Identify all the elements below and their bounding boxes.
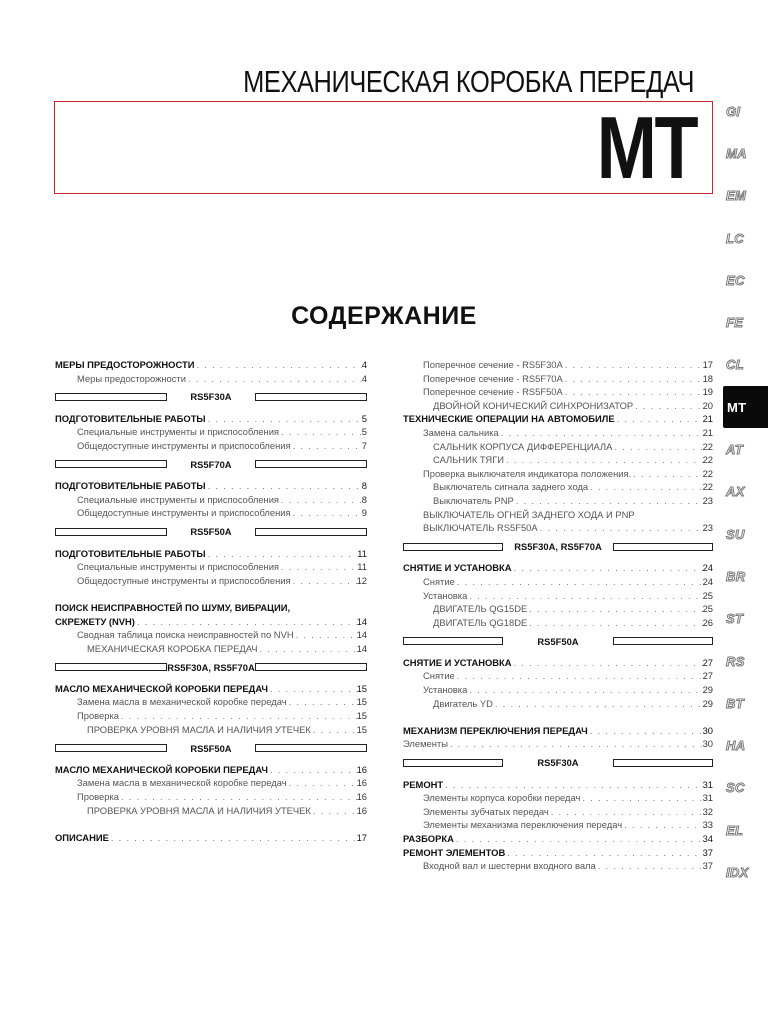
toc-leader-dots (268, 682, 357, 696)
toc-page-number: 33 (702, 819, 713, 831)
toc-page-number: 4 (361, 359, 367, 370)
section-rule-box (255, 393, 367, 401)
toc-right-column (403, 358, 713, 873)
section-rule-box (613, 543, 713, 551)
toc-entry[interactable] (55, 695, 367, 709)
toc-page-number: 15 (356, 710, 367, 722)
toc-entry[interactable] (403, 805, 713, 819)
toc-spacer (55, 817, 367, 831)
toc-entry-label: Элементы механизма переключения передач (423, 819, 623, 831)
toc-page-number: 11 (357, 561, 367, 573)
toc-page-number: 17 (356, 831, 367, 843)
toc-entry-label: РАЗБОРКА (403, 833, 454, 844)
model-section-header (55, 525, 367, 539)
toc-entry[interactable] (403, 399, 713, 413)
toc-entry[interactable] (403, 358, 713, 372)
toc-leader-dots (563, 372, 703, 386)
section-rule-box (55, 393, 167, 401)
toc-entry[interactable] (55, 372, 367, 386)
toc-entry-label: САЛЬНИК ТЯГИ (433, 454, 505, 466)
toc-entry-label: ДВИГАТЕЛЬ QG15DE (433, 603, 528, 615)
toc-page-number: 15 (356, 696, 367, 708)
toc-entry[interactable] (55, 506, 367, 520)
toc-page-number: 14 (356, 629, 367, 641)
toc-page-number: 20 (702, 399, 713, 411)
section-tab-cl[interactable]: CL (726, 357, 744, 373)
toc-entry[interactable] (55, 682, 367, 696)
toc-entry-label: Выключатель PNP (433, 494, 514, 506)
toc-entry[interactable] (55, 723, 367, 737)
toc-page-number: 16 (356, 777, 367, 789)
toc-leader-dots (454, 832, 703, 846)
toc-leader-dots (279, 560, 357, 574)
toc-leader-dots (206, 547, 358, 561)
toc-leader-dots (268, 763, 357, 777)
toc-leader-dots (588, 724, 703, 738)
model-section-header (403, 756, 713, 770)
toc-page-number: 27 (702, 656, 713, 668)
toc-entry[interactable] (403, 480, 713, 494)
toc-entry[interactable] (403, 832, 713, 846)
toc-entry[interactable] (403, 426, 713, 440)
toc-page-number: 11 (357, 547, 367, 559)
model-section-label: RS5F30A, RS5F70A (514, 541, 602, 553)
toc-entry[interactable] (55, 804, 367, 818)
section-tab-ma[interactable]: MA (726, 145, 747, 161)
section-tab-el[interactable]: EL (726, 822, 744, 838)
toc-page-number: 22 (702, 467, 713, 479)
toc-leader-dots (291, 439, 362, 453)
toc-entry-label: ПОДГОТОВИТЕЛЬНЫЕ РАБОТЫ (55, 412, 206, 424)
toc-entry-label: Меры предосторожности (77, 372, 186, 384)
toc-page-number: 31 (702, 778, 713, 790)
model-section-label: RS5F50A (537, 635, 579, 647)
toc-page-number: 37 (702, 846, 713, 858)
section-tab-at[interactable]: AT (726, 442, 743, 458)
toc-leader-dots (563, 385, 703, 399)
toc-leader-dots (504, 453, 703, 467)
toc-entry[interactable] (403, 616, 713, 630)
toc-page-number: 24 (702, 562, 713, 574)
document-title: МЕХАНИЧЕСКАЯ КОРОБКА ПЕРЕДАЧ (243, 64, 694, 99)
toc-leader-dots (512, 561, 703, 575)
toc-entry-label: Установка (423, 589, 468, 601)
toc-entry[interactable] (55, 560, 367, 574)
section-tab-st[interactable]: ST (726, 611, 744, 627)
section-rule-box (255, 663, 367, 671)
toc-page-number: 15 (356, 723, 367, 735)
toc-entry[interactable] (55, 790, 367, 804)
model-section-label: RS5F70A (190, 458, 232, 470)
toc-leader-dots (467, 683, 702, 697)
toc-entry-label: Специальные инструменты и приспособления (77, 426, 280, 438)
toc-page-number: 21 (702, 413, 713, 425)
toc-entry-label: ДВОЙНОЙ КОНИЧЕСКИЙ СИНХРОНИЗАТОР (433, 399, 634, 411)
toc-entry-label: Элементы (403, 738, 448, 750)
toc-entry-label: МЕХАНИЧЕСКАЯ КОРОБКА ПЕРЕДАЧ (87, 642, 258, 654)
toc-entry-label: ТЕХНИЧЕСКИЕ ОПЕРАЦИИ НА АВТОМОБИЛЕ (403, 413, 615, 425)
toc-entry-label: Специальные инструменты и приспособления (77, 561, 280, 573)
section-tab-gi[interactable]: GI (726, 103, 741, 119)
toc-leader-dots (258, 642, 357, 656)
toc-page-number: 37 (702, 860, 713, 872)
toc-leader-dots (291, 574, 357, 588)
toc-leader-dots (109, 831, 357, 845)
toc-entry[interactable] (403, 589, 713, 603)
toc-leader-dots (563, 358, 703, 372)
toc-entry-label: Замена масла в механической коробке передач (77, 777, 287, 789)
toc-entry[interactable] (403, 846, 713, 860)
toc-entry[interactable] (403, 697, 713, 711)
toc-page-number: 23 (702, 522, 713, 534)
toc-entry[interactable] (403, 372, 713, 386)
toc-entry-label: ПРОВЕРКА УРОВНЯ МАСЛА И НАЛИЧИЯ УТЕЧЕК (87, 723, 311, 735)
toc-entry[interactable] (55, 709, 367, 723)
toc-entry[interactable] (403, 508, 713, 522)
toc-page-number: 8 (361, 493, 367, 505)
toc-entry[interactable] (55, 615, 367, 629)
toc-entry[interactable] (55, 776, 367, 790)
toc-leader-dots (538, 521, 703, 535)
toc-entry[interactable] (403, 683, 713, 697)
toc-entry-label: ПОДГОТОВИТЕЛЬНЫЕ РАБОТЫ (55, 547, 206, 559)
toc-entry-label: Входной вал и шестерни входного вала (423, 860, 596, 872)
section-rule-box (403, 759, 503, 767)
toc-entry[interactable] (403, 440, 713, 454)
model-section-label: RS5F30A (190, 391, 232, 403)
toc-leader-dots (455, 669, 703, 683)
section-rule-box (55, 460, 167, 468)
toc-leader-dots (512, 656, 703, 670)
model-section-header (403, 540, 713, 554)
toc-leader-dots (580, 791, 702, 805)
section-code: MT (596, 98, 696, 197)
toc-entry[interactable] (403, 467, 713, 481)
toc-entry[interactable] (403, 385, 713, 399)
toc-entry[interactable] (403, 724, 713, 738)
toc-page-number: 25 (702, 603, 713, 615)
toc-page-number: 26 (702, 616, 713, 628)
toc-leader-dots (596, 859, 703, 873)
toc-leader-dots (527, 602, 702, 616)
model-section-label: RS5F50A (190, 742, 232, 754)
toc-entry[interactable] (403, 818, 713, 832)
toc-leader-dots (119, 709, 357, 723)
section-tab-sc[interactable]: SC (726, 780, 745, 796)
toc-leader-dots (206, 479, 362, 493)
toc-page-number: 17 (702, 359, 713, 370)
toc-leader-dots (287, 695, 357, 709)
toc-leader-dots (294, 628, 357, 642)
toc-entry[interactable] (55, 479, 367, 493)
toc-leader-dots (448, 737, 703, 751)
toc-entry-label: ПОИСК НЕИСПРАВНОСТЕЙ ПО ШУМУ, ВИБРАЦИИ, (55, 601, 291, 613)
toc-leader-dots (549, 805, 703, 819)
toc-leader-dots (622, 818, 702, 832)
toc-entry[interactable] (55, 601, 367, 615)
toc-entry-label: Элементы корпуса коробки передач (423, 792, 581, 804)
toc-entry-label: Поперечное сечение - RS5F30A (423, 359, 563, 370)
toc-entry-label: Проверка выключателя индикатора положения. (423, 467, 632, 479)
toc-entry-label: Проверка (77, 791, 119, 803)
section-rule-box (255, 528, 367, 536)
section-tab-ax[interactable]: AX (726, 484, 745, 500)
toc-entry[interactable] (55, 425, 367, 439)
model-section-header (55, 458, 367, 472)
section-rule-box (403, 637, 503, 645)
model-section-header (55, 390, 367, 404)
model-section-header (55, 741, 367, 755)
toc-entry-label: Выключатель сигнала заднего хода (433, 481, 589, 493)
section-tab-em[interactable]: EM (726, 188, 747, 204)
toc-leader-dots (287, 776, 357, 790)
toc-page-number: 16 (356, 763, 367, 775)
toc-leader-dots (186, 372, 362, 386)
toc-page-number: 31 (702, 792, 713, 804)
model-section-label: RS5F30A (537, 757, 579, 769)
toc-page-number: 7 (361, 439, 367, 451)
toc-leader-dots (499, 426, 703, 440)
toc-entry-label: Сводная таблица поиска неисправностей по NVH (77, 629, 294, 641)
toc-page-number: 29 (702, 684, 713, 696)
toc-entry[interactable] (55, 439, 367, 453)
toc-leader-dots (194, 358, 361, 372)
toc-entry-label: Общедоступные инструменты и приспособления (77, 574, 291, 586)
toc-leader-dots (311, 804, 357, 818)
toc-entry[interactable] (403, 602, 713, 616)
toc-entry[interactable] (403, 453, 713, 467)
toc-leader-dots (279, 493, 362, 507)
toc-leader-dots (631, 467, 702, 481)
toc-page-number: 15 (356, 682, 367, 694)
toc-leader-dots (612, 440, 702, 454)
section-rule-box (613, 637, 713, 645)
toc-page-number: 32 (702, 805, 713, 817)
toc-entry[interactable] (55, 493, 367, 507)
model-section-label: RS5F30A, RS5F70A (167, 661, 255, 673)
toc-entry[interactable] (55, 628, 367, 642)
toc-page-number: 30 (702, 724, 713, 736)
toc-entry-label: МАСЛО МЕХАНИЧЕСКОЙ КОРОБКИ ПЕРЕДАЧ (55, 682, 268, 694)
toc-entry-label: Двигатель YD (433, 697, 493, 709)
toc-leader-dots (135, 615, 357, 629)
model-section-header (403, 634, 713, 648)
toc-entry-label: Замена масла в механической коробке передач (77, 696, 287, 708)
toc-page-number: 23 (702, 494, 713, 506)
toc-entry-label: Специальные инструменты и приспособления (77, 493, 280, 505)
toc-leader-dots (455, 575, 703, 589)
toc-page-number: 14 (356, 642, 367, 654)
toc-entry[interactable] (403, 561, 713, 575)
toc-entry-label: Общедоступные инструменты и приспособления (77, 507, 291, 519)
section-tab-br[interactable]: BR (726, 568, 746, 584)
toc-page-number: 27 (702, 670, 713, 682)
toc-page-number: 9 (361, 507, 367, 519)
toc-leader-dots (291, 506, 362, 520)
toc-entry[interactable] (403, 494, 713, 508)
toc-entry-label: СКРЕЖЕТУ (NVH) (55, 615, 135, 627)
section-tab-bt[interactable]: BT (726, 695, 744, 711)
toc-entry-label: ВЫКЛЮЧАТЕЛЬ RS5F50A (423, 522, 538, 534)
model-section-label: RS5F50A (190, 526, 232, 538)
toc-page-number: 29 (702, 697, 713, 709)
toc-entry-label: СНЯТИЕ И УСТАНОВКА (403, 656, 512, 668)
toc-entry-label: МАСЛО МЕХАНИЧЕСКОЙ КОРОБКИ ПЕРЕДАЧ (55, 763, 268, 775)
toc-leader-dots (588, 480, 702, 494)
toc-entry-label: ДВИГАТЕЛЬ QG18DE (433, 616, 528, 628)
model-section-header (55, 660, 367, 674)
toc-leader-dots (633, 399, 702, 413)
toc-entry-label: Элементы зубчатых передач (423, 805, 549, 817)
toc-page-number: 25 (702, 589, 713, 601)
toc-leader-dots (514, 494, 703, 508)
toc-page-number: 8 (361, 480, 367, 492)
toc-entry[interactable] (403, 859, 713, 873)
contents-heading: СОДЕРЖАНИЕ (291, 302, 477, 330)
toc-entry[interactable] (403, 412, 713, 426)
section-tab-bar (722, 90, 768, 894)
toc-leader-dots (119, 790, 357, 804)
toc-leader-dots (467, 589, 702, 603)
toc-page-number: 30 (702, 738, 713, 750)
toc-page-number: 5 (361, 412, 367, 424)
section-rule-box (55, 528, 167, 536)
section-tab-ec[interactable]: EC (726, 272, 745, 288)
toc-entry-label: Поперечное сечение - RS5F70A (423, 372, 563, 384)
toc-spacer (403, 710, 713, 724)
toc-entry-label: Проверка (77, 710, 119, 722)
toc-entry[interactable] (403, 656, 713, 670)
toc-entry[interactable] (403, 778, 713, 792)
toc-entry[interactable] (55, 358, 367, 372)
toc-entry[interactable] (55, 642, 367, 656)
toc-entry[interactable] (55, 574, 367, 588)
toc-page-number: 24 (702, 575, 713, 587)
toc-entry-label: РЕМОНТ (403, 778, 444, 790)
toc-leader-dots (493, 697, 703, 711)
toc-entry-label: Поперечное сечение - RS5F50A (423, 386, 563, 398)
toc-entry-label: Замена сальника (423, 426, 499, 438)
toc-entry-label: САЛЬНИК КОРПУСА ДИФФЕРЕНЦИАЛА (433, 440, 613, 452)
toc-left-column (55, 358, 367, 844)
toc-entry-label: ПРОВЕРКА УРОВНЯ МАСЛА И НАЛИЧИЯ УТЕЧЕК (87, 804, 311, 816)
toc-entry-label: Снятие (423, 575, 455, 587)
toc-entry-label: Снятие (423, 670, 455, 682)
toc-page-number: 22 (702, 454, 713, 466)
toc-leader-dots (527, 616, 702, 630)
toc-entry-label: МЕРЫ ПРЕДОСТОРОЖНОСТИ (55, 359, 195, 370)
toc-page-number: 4 (361, 372, 367, 384)
section-rule-box (613, 759, 713, 767)
section-tab-mt[interactable]: MT (723, 386, 768, 428)
toc-page-number: 18 (702, 372, 713, 384)
toc-spacer (55, 587, 367, 601)
toc-entry[interactable] (55, 763, 367, 777)
toc-page-number: 16 (356, 804, 367, 816)
toc-entry[interactable] (55, 412, 367, 426)
toc-leader-dots (279, 425, 362, 439)
toc-page-number: 34 (702, 833, 713, 844)
toc-entry[interactable] (403, 669, 713, 683)
section-tab-idx[interactable]: IDX (726, 864, 749, 880)
toc-leader-dots (311, 723, 357, 737)
toc-entry-label: МЕХАНИЗМ ПЕРЕКЛЮЧЕНИЯ ПЕРЕДАЧ (403, 724, 588, 736)
toc-leader-dots (206, 412, 362, 426)
toc-page-number: 22 (702, 481, 713, 493)
toc-page-number: 16 (356, 791, 367, 803)
section-tab-lc[interactable]: LC (726, 230, 744, 246)
toc-page-number: 19 (702, 386, 713, 398)
toc-entry-label: Общедоступные инструменты и приспособления (77, 439, 291, 451)
section-tab-fe[interactable]: FE (726, 315, 744, 331)
toc-page-number: 14 (356, 615, 367, 627)
section-rule-box (255, 460, 367, 468)
toc-entry[interactable] (55, 831, 367, 845)
section-rule-box (403, 543, 503, 551)
section-rule-box (255, 744, 367, 752)
toc-leader-dots (505, 846, 702, 860)
toc-entry[interactable] (55, 547, 367, 561)
toc-entry[interactable] (403, 737, 713, 751)
toc-leader-dots (615, 412, 703, 426)
toc-page-number: 21 (702, 426, 713, 438)
toc-entry-label: СНЯТИЕ И УСТАНОВКА (403, 562, 512, 574)
section-tab-ha[interactable]: HA (726, 738, 746, 754)
toc-entry-label: РЕМОНТ ЭЛЕМЕНТОВ (403, 846, 506, 858)
toc-leader-dots (443, 778, 702, 792)
toc-page-number: 22 (702, 440, 713, 452)
toc-page-number: 12 (356, 574, 367, 586)
toc-entry[interactable] (403, 575, 713, 589)
section-rule-box (55, 744, 167, 752)
toc-entry[interactable] (403, 521, 713, 535)
title-frame (54, 98, 713, 197)
section-rule-box (55, 663, 167, 671)
section-tab-rs[interactable]: RS (726, 653, 745, 669)
toc-entry-label: Установка (423, 684, 468, 696)
section-tab-su[interactable]: SU (726, 526, 745, 542)
toc-entry[interactable] (403, 791, 713, 805)
toc-entry-label: ВЫКЛЮЧАТЕЛЬ ОГНЕЙ ЗАДНЕГО ХОДА И PNP (423, 508, 635, 520)
toc-page-number: 5 (361, 426, 367, 438)
toc-entry-label: ОПИСАНИЕ (55, 831, 109, 843)
toc-entry-label: ПОДГОТОВИТЕЛЬНЫЕ РАБОТЫ (55, 480, 206, 492)
